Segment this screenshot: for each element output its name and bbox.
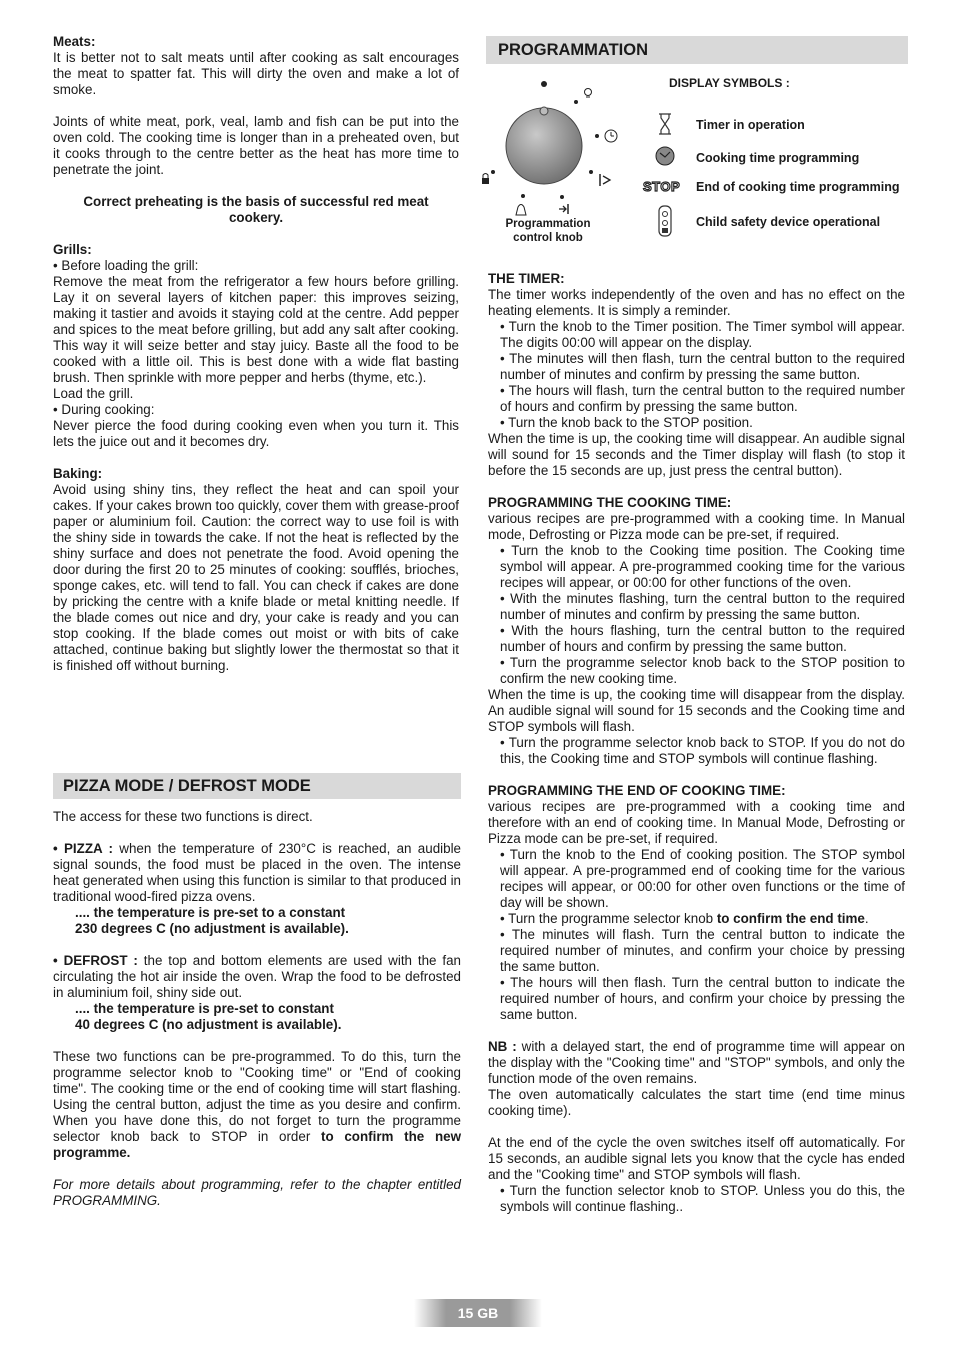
cooking-time-title: PROGRAMMING THE COOKING TIME: bbox=[488, 495, 732, 510]
cooking-time-bullet-1: • Turn the knob to the Cooking time position. The Cooking time symbol will appear. A pre-programmed cooking time for the various recipes will appear, or 00:00 for other functions of the oven. bbox=[500, 543, 905, 590]
defrost-note-2: 40 degrees C (no adjustment is available). bbox=[75, 1017, 342, 1032]
timer-bullet-1: • Turn the knob to the Timer position. The Timer symbol will appear. The digits 00:00 will appear on the display. bbox=[500, 319, 905, 350]
defrost-paragraph bbox=[53, 953, 461, 1001]
end-cooking-bullet-1: • Turn the knob to the End of cooking position. The STOP symbol will appear. A pre-programmed end of cooking time for the various recipes will appear, or 00:00 for other oven functions or the time of day will be shown. bbox=[500, 847, 905, 910]
preheat-note: Correct preheating is the basis of successful red meat cookery. bbox=[83, 194, 429, 225]
knob-indicator bbox=[540, 107, 548, 115]
lock-icon bbox=[482, 178, 489, 184]
cooking-time-bullet-5: • Turn the programme selector knob back to STOP. If you do not do this, the Cooking time and STOP symbols will continue flashing. bbox=[500, 735, 905, 766]
baking-title: Baking: bbox=[53, 466, 103, 481]
grills-line-1: • Before loading the grill: bbox=[53, 258, 199, 273]
bell-icon bbox=[585, 89, 592, 96]
timer-bullet-4: • Turn the knob back to the STOP position. bbox=[500, 415, 753, 430]
knob-caption-line-2: control knob bbox=[513, 232, 583, 244]
preprogram-bold: to confirm the new programme. bbox=[53, 1129, 461, 1160]
grills-title: Grills: bbox=[53, 242, 92, 257]
control-knob-diagram bbox=[478, 74, 648, 254]
left-column bbox=[53, 34, 459, 674]
symbol-label-cooking-time: Cooking time programming bbox=[696, 151, 860, 165]
access-text: The access for these two functions is direct. bbox=[53, 809, 313, 824]
symbol-label-end-cooking: End of cooking time programming bbox=[696, 180, 900, 194]
stop-icon: STOP bbox=[643, 179, 681, 194]
defrost-label: • DEFROST : bbox=[53, 953, 138, 968]
end-cooking-paragraph: various recipes are pre-programmed with a cooking time and therefore with an end of cooking time. In Manual Mode, Defrosting or Pizza mode can be pre-set, if required. bbox=[488, 799, 905, 846]
defrost-text: the top and bottom elements are used with the fan circulating the hot air inside the oven. Wrap the food to be defrosted in aluminium foil, shiny side out. bbox=[53, 953, 461, 1000]
cycle-end-text: At the end of the cycle the oven switches itself off automatically. For 15 seconds, an audible signal lets you know that the cycle has ended and the "Cooking time" and STOP symbols will flash. bbox=[488, 1135, 905, 1182]
preprogram-text: These two functions can be pre-programmed. To do this, turn the programme selector knob to "Cooking time" or "End of cooking time". The cooking time or the end of cooking time will start flashing. Using the central button, adjust the time as you desire and confirm. When you have done this, do not forget to turn the programme selector knob back to STOP in order bbox=[53, 1049, 461, 1144]
timer-bell-icon bbox=[516, 205, 526, 216]
pizza-text: when the temperature of 230°C is reached, an audible signal sounds, the food must be placed in the oven. The intense heat generated when using this function is similar to that produced in traditional wood-fired pizza ovens. bbox=[53, 841, 461, 904]
end-cooking-bullet-3: • The minutes will flash. Turn the central button to indicate the required number of minutes, and confirm your choice by pressing the same button. bbox=[500, 927, 905, 974]
end-cooking-title: PROGRAMMING THE END OF COOKING TIME: bbox=[488, 783, 786, 798]
end-cooking-bullet-4: • The hours will then flash. Turn the central button to indicate the required number of hours, and confirm your choice by pressing the same button. bbox=[500, 975, 905, 1022]
grills-line-3: Load the grill. bbox=[53, 386, 134, 401]
child-lock-icon bbox=[657, 204, 673, 238]
nb-text: with a delayed start, the end of programme time will appear on the display with the "Cooking time" and "STOP" symbols, and only the function mode of the oven remains. bbox=[488, 1039, 905, 1086]
programmation-header-wrap bbox=[486, 36, 908, 64]
timer-end: When the time is up, the cooking time will disappear. An audible signal will sound for 15 seconds and the Timer display will flash (to stop it before the 15 seconds are up, just press the central button). bbox=[488, 431, 905, 478]
cooking-time-paragraph: various recipes are pre-programmed with a cooking time. In Manual mode, Defrosting or Pizza mode can be pre-set, if required. bbox=[488, 511, 905, 542]
pizza-note-2: 230 degrees C (no adjustment is available). bbox=[75, 921, 349, 936]
defrost-note-1: .... the temperature is pre-set to constant bbox=[75, 1001, 334, 1016]
hourglass-icon bbox=[655, 112, 675, 136]
meats-title: Meats: bbox=[53, 34, 96, 49]
pizza-defrost-header: PIZZA MODE / DEFROST MODE bbox=[53, 773, 461, 799]
page-number: 15 GB bbox=[414, 1299, 542, 1327]
pizza-paragraph bbox=[53, 841, 461, 905]
timer-title: THE TIMER: bbox=[488, 271, 565, 286]
cooking-time-bullet-4: • Turn the programme selector knob back to the STOP position to confirm the new cooking time. bbox=[500, 655, 905, 686]
pizza-note-1: .... the temperature is pre-set to a constant bbox=[75, 905, 346, 920]
auto-calc-text: The oven automatically calculates the start time (end time minus cooking time). bbox=[488, 1087, 905, 1118]
pizza-label: • PIZZA : bbox=[53, 841, 113, 856]
more-details-note: For more details about programming, refer to the chapter entitled PROGRAMMING. bbox=[53, 1177, 461, 1208]
end-cooking-bullet-2-bold: to confirm the end time bbox=[716, 911, 865, 926]
meats-paragraph-2: Joints of white meat, pork, veal, lamb and fish can be put into the oven cold. The cooking time is longer than in a preheated oven, but it cooks through to the centre better as the heat has more time to penetrate the joint. bbox=[53, 114, 459, 177]
nb-paragraph bbox=[488, 1039, 905, 1087]
knob-caption bbox=[488, 217, 608, 245]
knob-icon bbox=[506, 108, 582, 184]
dot-stop bbox=[541, 81, 547, 87]
timer-bullet-3: • The hours will flash, turn the central button to the required number of hours and confirm by pressing the same button. bbox=[500, 383, 905, 414]
right-column-text bbox=[488, 271, 905, 1215]
baking-paragraph: Avoid using shiny tins, they reflect the heat and can spoil your cakes. If your cakes brown too quickly, cover them with grease-proof paper or aluminium foil. Caution: the correct way to use foil is with the shiny side in towards the cake. If not the heat is reflected by the shiny surface and does not penetrate the food. Avoid opening the door during the first 20 to 25 minutes of cooking: soufflés, brioches, sponge cakes, etc. will tend to fall. You can check if cakes are done by pricking the centre with a knife blade or metal knitting needle. If the blade comes out nice and dry, your cake is ready and you can stop cooking. If the blade comes out moist or with bits of cake attached, continue baking but slightly lower the thermostat so that it is finished off without burning. bbox=[53, 482, 459, 673]
cooking-time-bullet-2: • With the minutes flashing, turn the central button to the required number of minutes and confirm by pressing the same button. bbox=[500, 591, 905, 622]
grills-line-2: Remove the meat from the refrigerator a few hours before grilling. Lay it on several layers of kitchen paper: this improves seizing, making it tastier and avoids it staying cold at the centre. Add pepper and spices to the meat before grilling, but add any salt after cooking. This way it will seize better and stay juicy. Baste all the food to be cooked with a little oil. This is best done with a wide flat basting brush. Then sprinkle with more pepper and herbs (thyme, etc.). bbox=[53, 274, 459, 385]
cooking-time-bullet-3: • With the hours flashing, turn the central button to the required number of hours and confirm by pressing the same button. bbox=[500, 623, 905, 654]
pizza-section bbox=[53, 773, 461, 1209]
grills-line-5: Never pierce the food during cooking even when you turn it. This lets the juice out and it becomes dry. bbox=[53, 418, 459, 449]
cooking-time-end: When the time is up, the cooking time will disappear from the display. An audible signal will sound for 15 seconds and the Cooking time and STOP symbols will flash. bbox=[488, 687, 905, 734]
cycle-end-bullet: • Turn the function selector knob to STOP. Unless you do this, the symbols will continue flashing.. bbox=[500, 1183, 905, 1214]
timer-bullet-2: • The minutes will then flash, turn the central button to the required number of minutes and confirm by pressing the same button. bbox=[500, 351, 905, 382]
display-symbols-title: DISPLAY SYMBOLS : bbox=[669, 76, 790, 90]
end-cooking-bullet-2-period: . bbox=[864, 911, 869, 926]
symbol-label-child-safety: Child safety device operational bbox=[696, 215, 881, 229]
symbol-label-timer: Timer in operation bbox=[696, 118, 805, 132]
knob-caption-line-1: Programmation bbox=[505, 218, 591, 230]
nb-label: NB : bbox=[488, 1039, 517, 1054]
cooking-time-icon bbox=[654, 145, 676, 167]
preprogram-paragraph bbox=[53, 1049, 461, 1161]
end-cooking-bullet-2-text: • Turn the programme selector knob bbox=[500, 911, 717, 926]
end-cooking-bullet-2 bbox=[488, 911, 905, 927]
programmation-header: PROGRAMMATION bbox=[486, 36, 908, 64]
meats-paragraph-1: It is better not to salt meats until after cooking as salt encourages the meat to spatter fat. This will dirty the oven and make a lot of smoke. bbox=[53, 50, 459, 97]
grills-line-4: • During cooking: bbox=[53, 402, 155, 417]
timer-paragraph: The timer works independently of the oven and has no effect on the heating elements. It is simply a reminder. bbox=[488, 287, 905, 318]
